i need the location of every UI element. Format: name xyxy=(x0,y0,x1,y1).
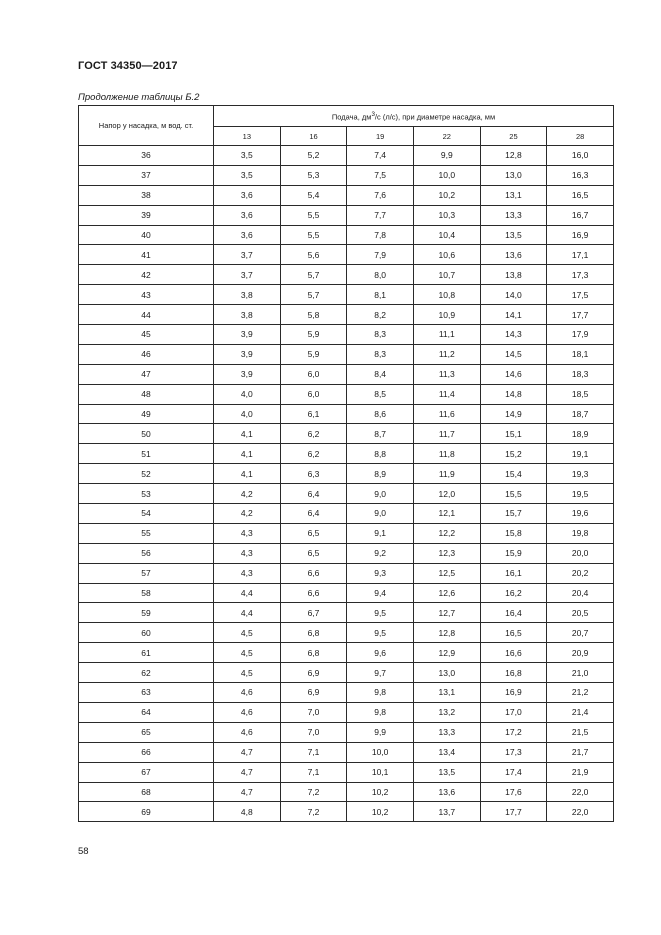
table-row xyxy=(79,364,614,384)
flow-value-cell: 19,8 xyxy=(547,523,614,543)
table-row xyxy=(79,444,614,464)
flow-value-cell: 17,5 xyxy=(547,285,614,305)
flow-value-cell: 3,6 xyxy=(214,205,281,225)
table-row xyxy=(79,683,614,703)
flow-value-cell: 11,1 xyxy=(413,325,480,345)
head-value-cell: 38 xyxy=(79,185,214,205)
flow-value-cell: 3,5 xyxy=(214,165,281,185)
flow-group-header-pre: Подача, дм xyxy=(331,112,372,122)
head-value-cell: 69 xyxy=(79,802,214,822)
flow-value-cell: 6,2 xyxy=(280,444,347,464)
flow-value-cell: 16,4 xyxy=(480,603,547,623)
flow-value-cell: 20,0 xyxy=(547,543,614,563)
flow-value-cell: 4,7 xyxy=(214,762,281,782)
flow-value-cell: 17,4 xyxy=(480,762,547,782)
flow-value-cell: 8,6 xyxy=(347,404,414,424)
head-value-cell: 53 xyxy=(79,484,214,504)
flow-value-cell: 15,8 xyxy=(480,523,547,543)
flow-value-cell: 8,0 xyxy=(347,265,414,285)
flow-value-cell: 17,0 xyxy=(480,702,547,722)
head-value-cell: 49 xyxy=(79,404,214,424)
flow-value-cell: 12,0 xyxy=(413,484,480,504)
flow-value-cell: 13,3 xyxy=(413,722,480,742)
flow-value-cell: 12,3 xyxy=(413,543,480,563)
flow-value-cell: 4,7 xyxy=(214,782,281,802)
flow-value-cell: 7,1 xyxy=(280,762,347,782)
head-value-cell: 67 xyxy=(79,762,214,782)
flow-value-cell: 5,8 xyxy=(280,305,347,325)
flow-value-cell: 20,7 xyxy=(547,623,614,643)
flow-value-cell: 16,5 xyxy=(547,185,614,205)
flow-value-cell: 18,9 xyxy=(547,424,614,444)
flow-value-cell: 4,0 xyxy=(214,404,281,424)
table-row xyxy=(79,344,614,364)
flow-value-cell: 17,7 xyxy=(547,305,614,325)
table-row xyxy=(79,245,614,265)
head-value-cell: 37 xyxy=(79,165,214,185)
flow-value-cell: 3,6 xyxy=(214,185,281,205)
flow-value-cell: 9,6 xyxy=(347,643,414,663)
flow-value-cell: 7,7 xyxy=(347,205,414,225)
flow-value-cell: 8,2 xyxy=(347,305,414,325)
flow-value-cell: 15,9 xyxy=(480,543,547,563)
table-row xyxy=(79,384,614,404)
flow-value-cell: 6,9 xyxy=(280,683,347,703)
flow-value-cell: 11,4 xyxy=(413,384,480,404)
head-value-cell: 63 xyxy=(79,683,214,703)
flow-value-cell: 11,6 xyxy=(413,404,480,424)
flow-value-cell: 9,2 xyxy=(347,543,414,563)
flow-value-cell: 8,1 xyxy=(347,285,414,305)
flow-value-cell: 9,0 xyxy=(347,484,414,504)
flow-value-cell: 9,3 xyxy=(347,563,414,583)
flow-value-cell: 3,9 xyxy=(214,364,281,384)
flow-value-cell: 4,6 xyxy=(214,722,281,742)
flow-value-cell: 6,0 xyxy=(280,364,347,384)
flow-value-cell: 13,4 xyxy=(413,742,480,762)
flow-value-cell: 15,2 xyxy=(480,444,547,464)
flow-value-cell: 13,0 xyxy=(480,165,547,185)
flow-value-cell: 20,2 xyxy=(547,563,614,583)
flow-value-cell: 22,0 xyxy=(547,802,614,822)
flow-value-cell: 12,6 xyxy=(413,583,480,603)
flow-value-cell: 6,2 xyxy=(280,424,347,444)
flow-value-cell: 13,6 xyxy=(480,245,547,265)
flow-value-cell: 16,2 xyxy=(480,583,547,603)
table-row xyxy=(79,146,614,166)
flow-value-cell: 13,7 xyxy=(413,802,480,822)
document-header: ГОСТ 34350—2017 xyxy=(78,60,178,72)
flow-value-cell: 6,0 xyxy=(280,384,347,404)
flow-value-cell: 15,5 xyxy=(480,484,547,504)
head-value-cell: 39 xyxy=(79,205,214,225)
table-row xyxy=(79,722,614,742)
table-row xyxy=(79,504,614,524)
flow-group-header xyxy=(214,106,614,127)
flow-value-cell: 5,9 xyxy=(280,344,347,364)
flow-value-cell: 13,5 xyxy=(480,225,547,245)
flow-value-cell: 3,7 xyxy=(214,265,281,285)
flow-value-cell: 9,9 xyxy=(413,146,480,166)
flow-value-cell: 5,3 xyxy=(280,165,347,185)
flow-value-cell: 6,1 xyxy=(280,404,347,424)
head-value-cell: 52 xyxy=(79,464,214,484)
flow-group-header-post: /с (л/с), при диаметре насадка, мм xyxy=(374,112,496,122)
flow-value-cell: 12,8 xyxy=(480,146,547,166)
flow-value-cell: 7,2 xyxy=(280,802,347,822)
flow-value-cell: 3,8 xyxy=(214,285,281,305)
page-number: 58 xyxy=(78,846,89,857)
flow-value-cell: 10,1 xyxy=(347,762,414,782)
flow-value-cell: 10,6 xyxy=(413,245,480,265)
flow-value-cell: 14,0 xyxy=(480,285,547,305)
head-value-cell: 62 xyxy=(79,663,214,683)
table-row xyxy=(79,265,614,285)
table-row xyxy=(79,802,614,822)
table-row xyxy=(79,165,614,185)
flow-value-cell: 8,4 xyxy=(347,364,414,384)
table-row xyxy=(79,305,614,325)
flow-value-cell: 8,5 xyxy=(347,384,414,404)
flow-value-cell: 7,5 xyxy=(347,165,414,185)
flow-value-cell: 15,1 xyxy=(480,424,547,444)
head-value-cell: 40 xyxy=(79,225,214,245)
flow-value-cell: 21,5 xyxy=(547,722,614,742)
flow-value-cell: 6,7 xyxy=(280,603,347,623)
flow-value-cell: 14,9 xyxy=(480,404,547,424)
flow-value-cell: 14,3 xyxy=(480,325,547,345)
flow-value-cell: 13,3 xyxy=(480,205,547,225)
flow-value-cell: 17,3 xyxy=(480,742,547,762)
flow-value-cell: 5,4 xyxy=(280,185,347,205)
head-value-cell: 42 xyxy=(79,265,214,285)
head-value-cell: 50 xyxy=(79,424,214,444)
flow-value-cell: 11,3 xyxy=(413,364,480,384)
head-value-cell: 46 xyxy=(79,344,214,364)
table-body xyxy=(79,146,614,822)
flow-value-cell: 4,4 xyxy=(214,583,281,603)
flow-value-cell: 6,5 xyxy=(280,523,347,543)
flow-value-cell: 8,8 xyxy=(347,444,414,464)
flow-value-cell: 11,2 xyxy=(413,344,480,364)
diameter-header-19: 19 xyxy=(347,127,414,146)
diameter-header-25: 25 xyxy=(480,127,547,146)
head-value-cell: 64 xyxy=(79,702,214,722)
flow-value-cell: 9,7 xyxy=(347,663,414,683)
diameter-header-28: 28 xyxy=(547,127,614,146)
flow-value-cell: 9,5 xyxy=(347,603,414,623)
flow-value-cell: 20,5 xyxy=(547,603,614,623)
head-value-cell: 68 xyxy=(79,782,214,802)
flow-value-cell: 17,1 xyxy=(547,245,614,265)
flow-value-cell: 21,4 xyxy=(547,702,614,722)
flow-value-cell: 16,1 xyxy=(480,563,547,583)
flow-value-cell: 16,7 xyxy=(547,205,614,225)
flow-value-cell: 9,8 xyxy=(347,702,414,722)
flow-value-cell: 6,8 xyxy=(280,643,347,663)
head-value-cell: 54 xyxy=(79,504,214,524)
flow-value-cell: 6,8 xyxy=(280,623,347,643)
flow-value-cell: 4,7 xyxy=(214,742,281,762)
flow-value-cell: 13,6 xyxy=(413,782,480,802)
flow-value-cell: 11,8 xyxy=(413,444,480,464)
flow-value-cell: 4,5 xyxy=(214,643,281,663)
table-row xyxy=(79,563,614,583)
flow-value-cell: 5,5 xyxy=(280,205,347,225)
flow-value-cell: 16,0 xyxy=(547,146,614,166)
flow-value-cell: 8,9 xyxy=(347,464,414,484)
flow-value-cell: 4,1 xyxy=(214,424,281,444)
flow-value-cell: 9,8 xyxy=(347,683,414,703)
table-row xyxy=(79,742,614,762)
flow-value-cell: 13,2 xyxy=(413,702,480,722)
table-row xyxy=(79,643,614,663)
flow-value-cell: 14,1 xyxy=(480,305,547,325)
flow-value-cell: 12,8 xyxy=(413,623,480,643)
flow-value-cell: 21,7 xyxy=(547,742,614,762)
flow-value-cell: 6,4 xyxy=(280,484,347,504)
table-row xyxy=(79,663,614,683)
flow-value-cell: 6,3 xyxy=(280,464,347,484)
flow-value-cell: 18,3 xyxy=(547,364,614,384)
flow-value-cell: 13,8 xyxy=(480,265,547,285)
flow-value-cell: 3,9 xyxy=(214,325,281,345)
flow-value-cell: 4,1 xyxy=(214,464,281,484)
flow-value-cell: 15,7 xyxy=(480,504,547,524)
flow-value-cell: 12,7 xyxy=(413,603,480,623)
flow-value-cell: 6,6 xyxy=(280,563,347,583)
flow-rate-table xyxy=(78,105,614,822)
flow-value-cell: 4,5 xyxy=(214,663,281,683)
table-row xyxy=(79,623,614,643)
flow-value-cell: 4,3 xyxy=(214,523,281,543)
flow-value-cell: 7,0 xyxy=(280,722,347,742)
flow-value-cell: 4,6 xyxy=(214,683,281,703)
table-row xyxy=(79,782,614,802)
table-caption: Продолжение таблицы Б.2 xyxy=(78,92,200,103)
head-value-cell: 48 xyxy=(79,384,214,404)
flow-value-cell: 21,9 xyxy=(547,762,614,782)
flow-value-cell: 4,2 xyxy=(214,484,281,504)
flow-value-cell: 13,5 xyxy=(413,762,480,782)
flow-value-cell: 18,7 xyxy=(547,404,614,424)
flow-value-cell: 10,0 xyxy=(347,742,414,762)
flow-value-cell: 12,5 xyxy=(413,563,480,583)
flow-value-cell: 4,3 xyxy=(214,563,281,583)
flow-value-cell: 19,5 xyxy=(547,484,614,504)
table-row xyxy=(79,583,614,603)
flow-value-cell: 5,5 xyxy=(280,225,347,245)
flow-value-cell: 9,5 xyxy=(347,623,414,643)
head-value-cell: 47 xyxy=(79,364,214,384)
flow-value-cell: 19,6 xyxy=(547,504,614,524)
table-row xyxy=(79,325,614,345)
flow-value-cell: 10,3 xyxy=(413,205,480,225)
head-value-cell: 65 xyxy=(79,722,214,742)
flow-value-cell: 17,6 xyxy=(480,782,547,802)
flow-value-cell: 6,6 xyxy=(280,583,347,603)
head-value-cell: 58 xyxy=(79,583,214,603)
diameter-header-22: 22 xyxy=(413,127,480,146)
flow-value-cell: 8,3 xyxy=(347,344,414,364)
flow-value-cell: 10,7 xyxy=(413,265,480,285)
flow-value-cell: 14,8 xyxy=(480,384,547,404)
flow-value-cell: 3,8 xyxy=(214,305,281,325)
flow-value-cell: 16,8 xyxy=(480,663,547,683)
head-value-cell: 55 xyxy=(79,523,214,543)
flow-value-cell: 7,9 xyxy=(347,245,414,265)
diameter-header-16: 16 xyxy=(280,127,347,146)
flow-value-cell: 7,2 xyxy=(280,782,347,802)
flow-value-cell: 10,4 xyxy=(413,225,480,245)
flow-value-cell: 19,3 xyxy=(547,464,614,484)
flow-value-cell: 16,3 xyxy=(547,165,614,185)
flow-value-cell: 5,6 xyxy=(280,245,347,265)
flow-value-cell: 7,0 xyxy=(280,702,347,722)
flow-value-cell: 17,9 xyxy=(547,325,614,345)
head-value-cell: 61 xyxy=(79,643,214,663)
table-row xyxy=(79,225,614,245)
table-row xyxy=(79,424,614,444)
flow-value-cell: 9,0 xyxy=(347,504,414,524)
table-row xyxy=(79,523,614,543)
flow-value-cell: 9,1 xyxy=(347,523,414,543)
table-header xyxy=(79,106,614,146)
flow-value-cell: 4,6 xyxy=(214,702,281,722)
flow-value-cell: 4,8 xyxy=(214,802,281,822)
flow-value-cell: 16,9 xyxy=(480,683,547,703)
head-value-cell: 36 xyxy=(79,146,214,166)
flow-value-cell: 7,6 xyxy=(347,185,414,205)
head-value-cell: 57 xyxy=(79,563,214,583)
head-value-cell: 41 xyxy=(79,245,214,265)
flow-value-cell: 3,6 xyxy=(214,225,281,245)
flow-value-cell: 4,2 xyxy=(214,504,281,524)
flow-value-cell: 6,5 xyxy=(280,543,347,563)
flow-value-cell: 21,2 xyxy=(547,683,614,703)
flow-value-cell: 10,0 xyxy=(413,165,480,185)
flow-value-cell: 16,9 xyxy=(547,225,614,245)
flow-value-cell: 20,4 xyxy=(547,583,614,603)
flow-value-cell: 14,5 xyxy=(480,344,547,364)
head-value-cell: 45 xyxy=(79,325,214,345)
head-value-cell: 56 xyxy=(79,543,214,563)
flow-value-cell: 3,5 xyxy=(214,146,281,166)
flow-value-cell: 12,1 xyxy=(413,504,480,524)
flow-value-cell: 6,4 xyxy=(280,504,347,524)
flow-value-cell: 4,4 xyxy=(214,603,281,623)
flow-value-cell: 18,1 xyxy=(547,344,614,364)
table-row xyxy=(79,185,614,205)
diameter-header-13: 13 xyxy=(214,127,281,146)
flow-value-cell: 6,9 xyxy=(280,663,347,683)
flow-value-cell: 9,9 xyxy=(347,722,414,742)
flow-value-cell: 7,8 xyxy=(347,225,414,245)
flow-value-cell: 5,7 xyxy=(280,285,347,305)
head-value-cell: 60 xyxy=(79,623,214,643)
flow-value-cell: 17,7 xyxy=(480,802,547,822)
flow-value-cell: 5,7 xyxy=(280,265,347,285)
head-value-cell: 43 xyxy=(79,285,214,305)
flow-value-cell: 21,0 xyxy=(547,663,614,683)
flow-value-cell: 19,1 xyxy=(547,444,614,464)
flow-value-cell: 11,9 xyxy=(413,464,480,484)
flow-value-cell: 9,4 xyxy=(347,583,414,603)
flow-value-cell: 18,5 xyxy=(547,384,614,404)
flow-value-cell: 5,2 xyxy=(280,146,347,166)
flow-value-cell: 17,2 xyxy=(480,722,547,742)
flow-value-cell: 4,5 xyxy=(214,623,281,643)
table-row xyxy=(79,464,614,484)
flow-value-cell: 12,9 xyxy=(413,643,480,663)
flow-value-cell: 10,2 xyxy=(347,802,414,822)
flow-value-cell: 4,0 xyxy=(214,384,281,404)
flow-value-cell: 8,3 xyxy=(347,325,414,345)
flow-value-cell: 13,1 xyxy=(480,185,547,205)
flow-value-cell: 13,1 xyxy=(413,683,480,703)
flow-value-cell: 5,9 xyxy=(280,325,347,345)
flow-value-cell: 3,9 xyxy=(214,344,281,364)
flow-value-cell: 10,2 xyxy=(347,782,414,802)
table-row xyxy=(79,285,614,305)
flow-value-cell: 10,2 xyxy=(413,185,480,205)
flow-value-cell: 16,5 xyxy=(480,623,547,643)
flow-value-cell: 13,0 xyxy=(413,663,480,683)
flow-value-cell: 16,6 xyxy=(480,643,547,663)
table-row xyxy=(79,762,614,782)
flow-value-cell: 14,6 xyxy=(480,364,547,384)
head-column-header: Напор у насадка, м вод. ст. xyxy=(79,106,214,146)
head-value-cell: 66 xyxy=(79,742,214,762)
flow-value-cell: 22,0 xyxy=(547,782,614,802)
flow-value-cell: 7,4 xyxy=(347,146,414,166)
head-value-cell: 59 xyxy=(79,603,214,623)
flow-value-cell: 20,9 xyxy=(547,643,614,663)
flow-value-cell: 10,8 xyxy=(413,285,480,305)
flow-value-cell: 15,4 xyxy=(480,464,547,484)
flow-value-cell: 3,7 xyxy=(214,245,281,265)
flow-value-cell: 11,7 xyxy=(413,424,480,444)
head-value-cell: 44 xyxy=(79,305,214,325)
flow-value-cell: 7,1 xyxy=(280,742,347,762)
flow-value-cell: 17,3 xyxy=(547,265,614,285)
table-row xyxy=(79,702,614,722)
flow-value-cell: 4,1 xyxy=(214,444,281,464)
flow-value-cell: 12,2 xyxy=(413,523,480,543)
flow-group-header-sup: 3 xyxy=(371,110,375,118)
flow-value-cell: 10,9 xyxy=(413,305,480,325)
table-row xyxy=(79,205,614,225)
head-value-cell: 51 xyxy=(79,444,214,464)
flow-value-cell: 4,3 xyxy=(214,543,281,563)
table-row xyxy=(79,603,614,623)
flow-value-cell: 8,7 xyxy=(347,424,414,444)
table-row xyxy=(79,543,614,563)
table-row xyxy=(79,404,614,424)
table-row xyxy=(79,484,614,504)
